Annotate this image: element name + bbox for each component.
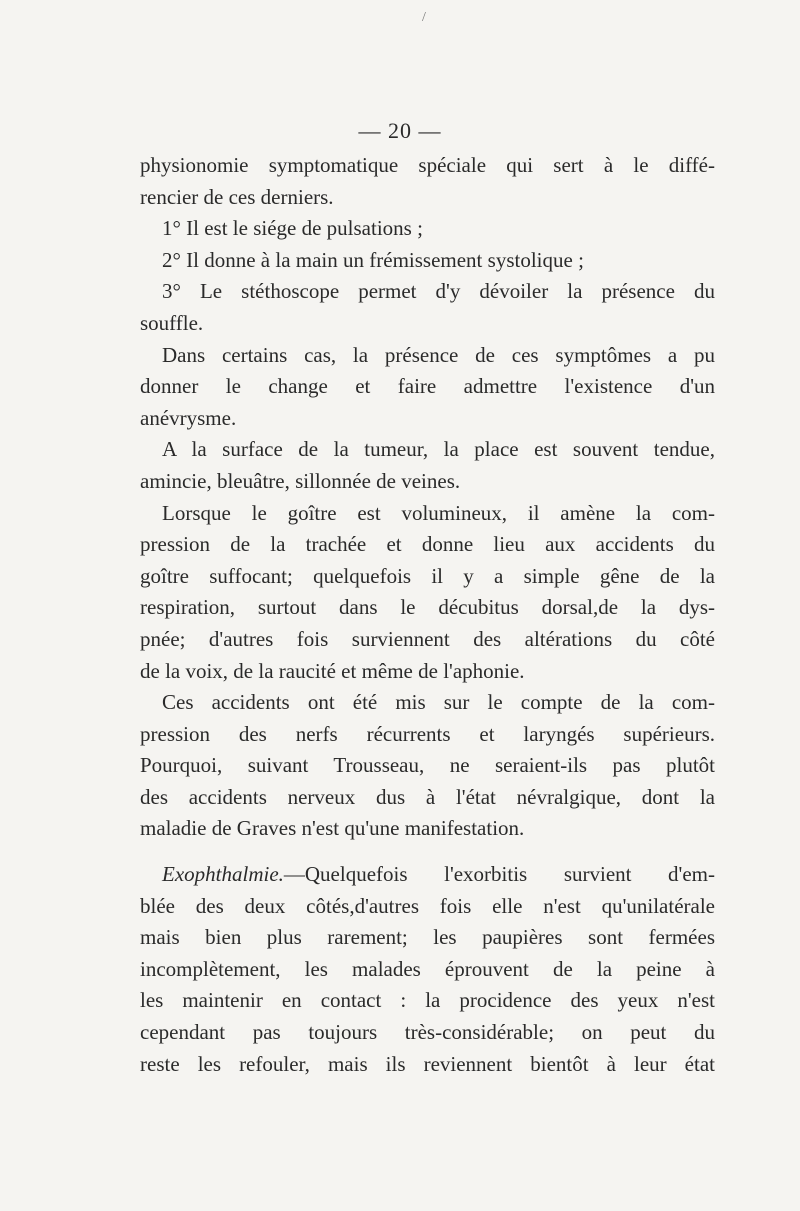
text-line: 2° Il donne à la main un frémissement systolique ; [162, 247, 584, 272]
text-line: A la surface de la tumeur, la place est souvent tendue, [162, 437, 715, 462]
exophthalmie-lead-text: —Quelquefois l'exorbitis survient d'em- [283, 862, 715, 887]
text-line: pression des nerfs récurrents et laryngés supérieurs. [140, 721, 715, 746]
paragraph-gap [140, 845, 715, 859]
text-line: goître suffocant; quelquefois il y a simple gêne de la [140, 563, 715, 588]
page-number: — 20 — [358, 118, 442, 143]
text-line: 3° Le stéthoscope permet d'y dévoiler la présence du [162, 279, 715, 304]
exophthalmie-heading: Exophthalmie. [162, 862, 284, 887]
top-mark: / [422, 10, 426, 25]
exophthalmie-body [140, 891, 715, 1081]
text-line: anévrysme. [140, 405, 237, 430]
text-line: Dans certains cas, la présence de ces symptômes a pu [162, 342, 715, 367]
text-line: souffle. [140, 310, 204, 335]
text-line: reste les refouler, mais ils reviennent bientôt à leur état [140, 1051, 715, 1076]
text-line: cependant pas toujours très-considérable; on peut du [140, 1020, 715, 1045]
text-line: pnée; d'autres fois surviennent des altérations du côté [140, 626, 715, 651]
body-text [140, 150, 715, 1080]
exophthalmie-lead-line [140, 859, 715, 891]
text-line: de la voix, de la raucité et même de l'aphonie. [140, 658, 525, 683]
text-line: Ces accidents ont été mis sur le compte de la com- [162, 690, 715, 715]
exophthalmie-section [140, 859, 715, 1080]
text-line: amincie, bleuâtre, sillonnée de veines. [140, 468, 461, 493]
text-line: les maintenir en contact : la procidence des yeux n'est [140, 988, 715, 1013]
text-line: Lorsque le goître est volumineux, il amène la com- [162, 500, 715, 525]
text-line: mais bien plus rarement; les paupières sont fermées [140, 925, 715, 950]
text-line: donner le change et faire admettre l'existence d'un [140, 374, 715, 399]
text-line: des accidents nerveux dus à l'état névralgique, dont la [140, 784, 715, 809]
text-line: physionomie symptomatique spéciale qui sert à le diffé- [140, 153, 715, 177]
text-line: incomplètement, les malades éprouvent de la peine à [140, 956, 715, 981]
text-line: pression de la trachée et donne lieu aux accidents du [140, 532, 715, 557]
text-line: 1° Il est le siége de pulsations ; [162, 216, 423, 241]
first-section [140, 150, 715, 845]
text-line: maladie de Graves n'est qu'une manifestation. [140, 816, 525, 841]
text-line: blée des deux côtés,d'autres fois elle n'est qu'unilatérale [140, 893, 715, 918]
text-line: rencier de ces derniers. [140, 184, 334, 209]
text-line: Pourquoi, suivant Trousseau, ne seraient-ils pas plutôt [140, 753, 715, 778]
text-line: respiration, surtout dans le décubitus dorsal,de la dys- [140, 595, 715, 620]
